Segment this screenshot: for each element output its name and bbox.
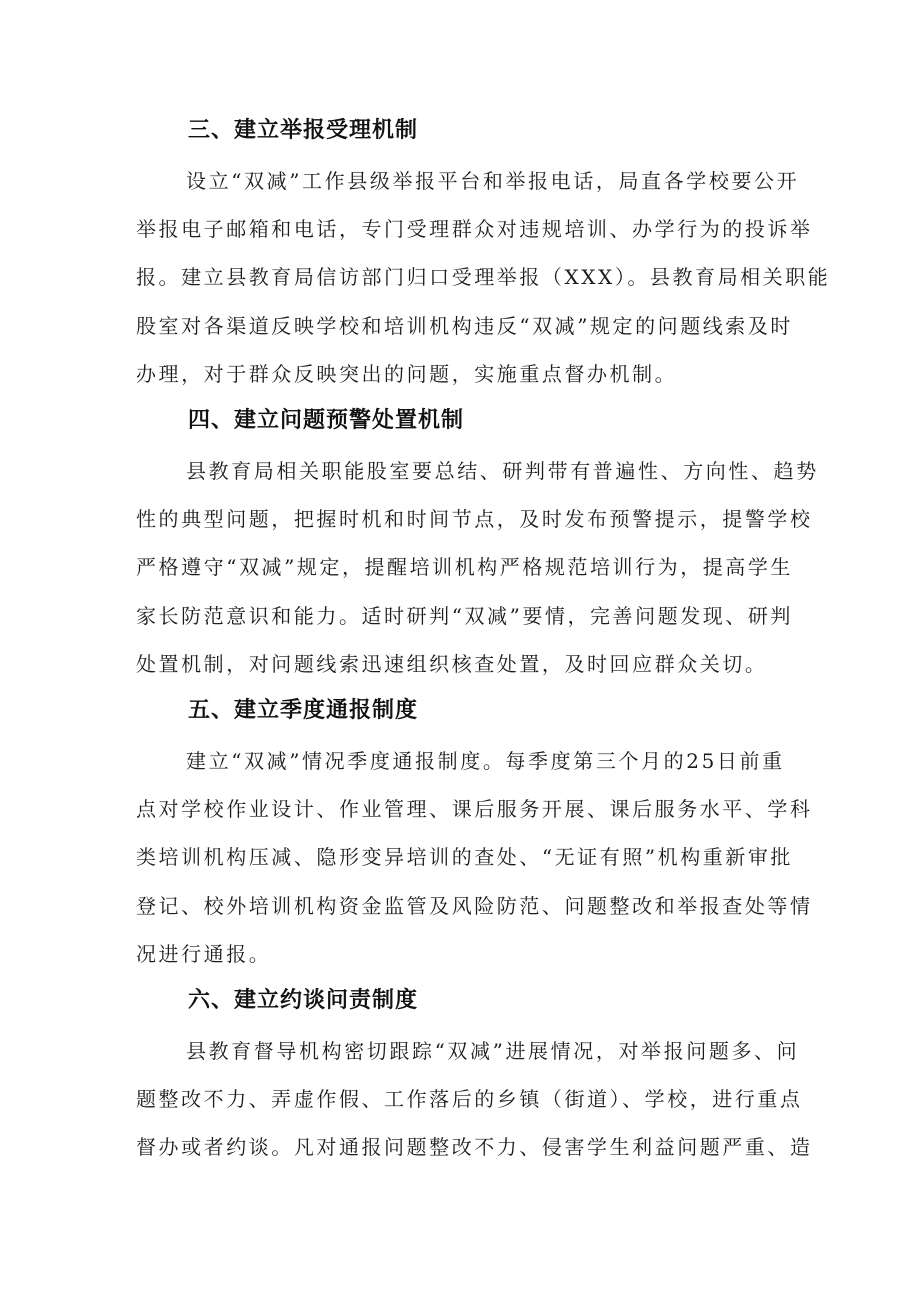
section-5-heading: 五、建立季度通报制度 xyxy=(188,698,419,723)
section-4-line-5: 处置机制，对问题线索迅速组织核查处置，及时回应群众关切。 xyxy=(136,652,768,676)
section-3-line-3: 报。建立县教育局信访部门归口受理举报（XXX）。县教育局相关职能 xyxy=(136,265,831,289)
section-4-line-2: 性的典型问题，把握时机和时间节点，及时发布预警提示，提警学校 xyxy=(136,507,813,531)
section-3-heading: 三、建立举报受理机制 xyxy=(188,118,419,143)
section-6-heading: 六、建立约谈问责制度 xyxy=(188,988,419,1013)
section-3-line-2: 举报电子邮箱和电话，专门受理群众对违规培训、办学行为的投诉举 xyxy=(136,217,813,241)
section-5-line-2: 点对学校作业设计、作业管理、课后服务开展、课后服务水平、学科 xyxy=(136,797,813,821)
section-5-line-1: 建立“双减”情况季度通报制度。每季度第三个月的25日前重 xyxy=(186,749,785,773)
section-4-line-4: 家长防范意识和能力。适时研判“双减”要情，完善问题发现、研判 xyxy=(136,604,793,628)
section-4-line-3: 严格遵守“双减”规定，提醒培训机构严格规范培训行为，提高学生 xyxy=(136,555,793,579)
section-6-line-3: 督办或者约谈。凡对通报问题整改不力、侵害学生利益问题严重、造 xyxy=(136,1135,813,1159)
section-3-line-5: 办理，对于群众反映突出的问题，实施重点督办机制。 xyxy=(136,362,678,386)
section-5-line-4: 登记、校外培训机构资金监管及风险防范、问题整改和举报查处等情 xyxy=(136,894,813,918)
section-5-line-5: 况进行通报。 xyxy=(136,942,272,966)
section-4-heading: 四、建立问题预警处置机制 xyxy=(188,408,465,433)
section-3-line-1: 设立“双减”工作县级举报平台和举报电话，局直各学校要公开 xyxy=(186,169,800,193)
section-5-line-3: 类培训机构压减、隐形变异培训的查处、“无证有照”机构重新审批 xyxy=(136,845,793,869)
section-6-line-2: 题整改不力、弄虚作假、工作落后的乡镇（街道）、学校，进行重点 xyxy=(136,1087,803,1111)
section-6-line-1: 县教育督导机构密切跟踪“双减”进展情况，对举报问题多、问 xyxy=(186,1039,800,1063)
section-3-line-4: 股室对各渠道反映学校和培训机构违反“双减”规定的问题线索及时 xyxy=(136,314,793,338)
section-4-line-1: 县教育局相关职能股室要总结、研判带有普遍性、方向性、趋势 xyxy=(186,459,819,483)
